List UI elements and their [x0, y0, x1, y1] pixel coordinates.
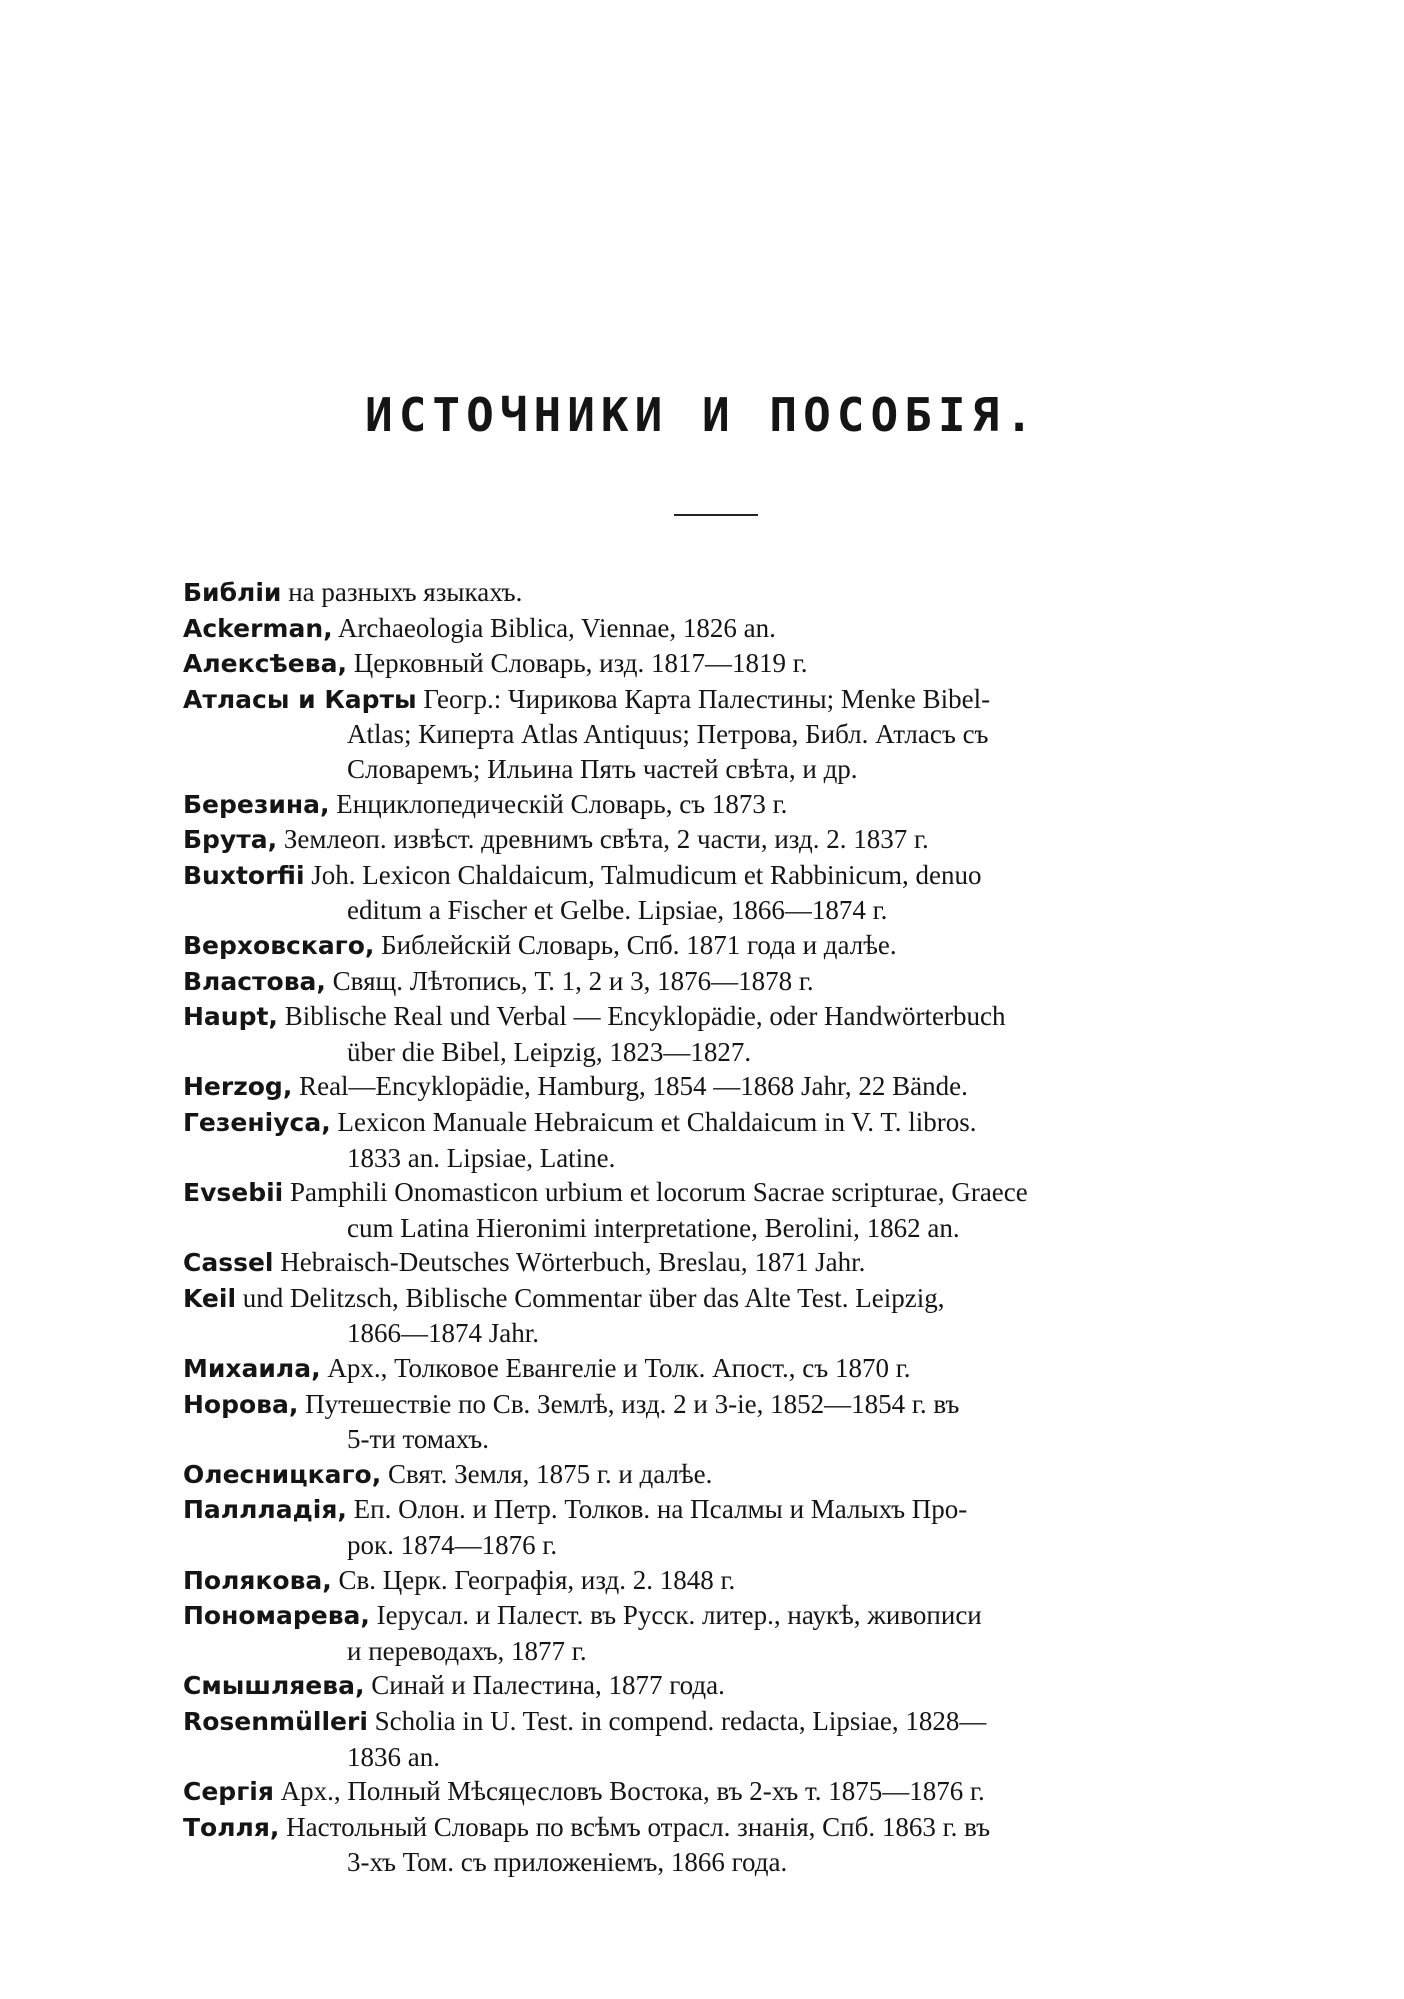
entry-text-line: Atlas; Киперта Atlas Antiquus; Петрова, Библ. Атласъ съ: [347, 719, 989, 750]
entry-text-line: Енциклопедическій Словарь, съ 1873 г.: [336, 788, 788, 819]
entry-text-line: рок. 1874—1876 г.: [347, 1530, 558, 1561]
bibliography-entry: [183, 1563, 1223, 1599]
entry-text-line: 1866—1874 Jahr.: [347, 1318, 539, 1349]
entry-text-line: Путешествіе по Св. Землѣ, изд. 2 и 3-іе, 1852—1854 г. въ: [305, 1388, 960, 1419]
bibliography-entry: [183, 1351, 1223, 1387]
entry-text-line: Арх., Толковое Евангеліе и Толк. Апост., съ 1870 г.: [327, 1353, 911, 1384]
entry-text-line: на разныхъ языкахъ.: [288, 577, 523, 607]
entry-author: Смышляева,: [183, 1671, 365, 1701]
entry-author: Rosenmülleri: [183, 1707, 368, 1736]
entry-author: Олесницкаго,: [183, 1459, 382, 1489]
entry-text-line: editum a Fischer et Gelbe. Lipsiae, 1866—1874 г.: [347, 895, 888, 926]
entry-author: Cassel: [183, 1248, 274, 1278]
entry-author: Evsebii: [183, 1178, 284, 1208]
bibliography-entry: [183, 858, 1223, 928]
bibliography-entry: [183, 611, 1223, 647]
entry-text-line: Еп. Олон. и Петр. Толков. на Псалмы и Малыхъ Про-: [353, 1494, 968, 1525]
entry-text-line: Словаремъ; Ильина Пять частей свѣта, и др.: [347, 753, 858, 784]
entry-text-line: cum Latina Hieronimi interpretatione, Berolini, 1862 an.: [347, 1212, 960, 1243]
entry-author: Buxtorfii: [183, 860, 305, 890]
bibliography-entry: [183, 1245, 1223, 1281]
entry-author: Властова,: [183, 966, 326, 996]
entry-text-line: и переводахъ, 1877 г.: [347, 1635, 587, 1666]
entry-text-line: Іерусал. и Палест. въ Русск. литер., наукѣ, живописи: [376, 1600, 982, 1631]
bibliography-entry: [183, 1105, 1223, 1175]
bibliography-entry: [183, 1704, 1223, 1774]
bibliography-entry: [183, 999, 1223, 1069]
bibliography-entry: [183, 822, 1223, 858]
entry-author: Ackerman,: [183, 613, 333, 643]
entry-text-line: Hebraisch-Deutsches Wörterbuch, Breslau, 1871 Jahr.: [280, 1247, 866, 1278]
entry-text-line: Церковный Словарь, изд. 1817—1819 г.: [353, 648, 808, 679]
entry-author: Верховскаго,: [183, 930, 375, 960]
entry-text-line: 1833 an. Lipsiae, Latine.: [347, 1142, 616, 1173]
entry-text-line: Землеоп. извѣст. древнимъ свѣта, 2 части, изд. 2. 1837 г.: [283, 824, 929, 855]
title-rule: [674, 514, 758, 516]
entry-text-line: Lexicon Manuale Hebraicum et Chaldaicum in V. T. libros.: [337, 1106, 977, 1137]
bibliography-entry: [183, 646, 1223, 682]
entry-author: Паллладія,: [183, 1495, 347, 1525]
bibliography-entry: [183, 1774, 1223, 1810]
bibliography-entry: [183, 1069, 1223, 1105]
entry-text-line: Геогр.: Чирикова Карта Палестины; Menke Bibel-: [423, 683, 991, 714]
entry-author: Березина,: [183, 789, 330, 819]
entry-author: Полякова,: [183, 1565, 332, 1595]
entry-author: Атласы и Карты: [183, 684, 417, 714]
entry-text-line: 5-ти томахъ.: [347, 1424, 489, 1455]
bibliography-entry: [183, 1175, 1223, 1245]
bibliography-entry: [183, 1668, 1223, 1704]
entry-text-line: Свят. Земля, 1875 г. и далѣе.: [387, 1458, 713, 1489]
entry-text-line: Joh. Lexicon Chaldaicum, Talmudicum et Rabbinicum, denuo: [311, 859, 982, 890]
bibliography-entry: [183, 1598, 1223, 1668]
bibliography-entry: [183, 1387, 1223, 1457]
entry-author: Пономарева,: [183, 1601, 370, 1631]
bibliography-entry: [183, 928, 1223, 964]
entry-text-line: Biblische Real und Verbal — Encyklopädie, oder Handwörterbuch: [284, 1001, 1006, 1032]
bibliography-entry: [183, 1457, 1223, 1493]
entry-text-line: und Delitzsch, Biblische Commentar über das Alte Test. Leipzig,: [242, 1282, 945, 1313]
entry-author: Толля,: [183, 1812, 280, 1842]
entry-author: Гезеніуса,: [183, 1107, 331, 1137]
entry-author: Haupt,: [183, 1002, 278, 1032]
entry-text-line: Синай и Палестина, 1877 года.: [371, 1670, 725, 1701]
page-title: ИСТОЧНИКИ И ПОСОБІЯ.: [365, 388, 1039, 442]
entry-text-line: 3-хъ Том. съ приложеніемъ, 1866 года.: [347, 1847, 788, 1878]
entry-author: Сергія: [183, 1777, 274, 1807]
entry-author: Keil: [183, 1283, 237, 1313]
bibliography-list: [183, 575, 1223, 1880]
entry-text-line: Настольный Словарь по всѣмъ отрасл. знанія, Спб. 1863 г. въ: [286, 1811, 991, 1842]
entry-text-line: Pamphili Onomasticon urbium et locorum Sacrae scripturae, Graece: [290, 1177, 1028, 1208]
entry-author: Михаила,: [183, 1354, 321, 1384]
bibliography-entry: [183, 1492, 1223, 1562]
entry-text-line: Арх., Полный Мѣсяцесловъ Востока, въ 2-хъ т. 1875—1876 г.: [280, 1776, 985, 1807]
bibliography-entry: [183, 964, 1223, 1000]
entry-text-line: Св. Церк. Географія, изд. 2. 1848 г.: [338, 1564, 736, 1595]
entry-author: Herzog,: [183, 1072, 293, 1102]
bibliography-entry: [183, 1281, 1223, 1351]
entry-text-line: Real—Encyklopädie, Hamburg, 1854 —1868 Jahr, 22 Bände.: [299, 1071, 968, 1102]
entry-text-line: Библейскій Словарь, Спб. 1871 года и далѣе.: [381, 929, 897, 960]
entry-text-line: 1836 an.: [347, 1741, 440, 1772]
entry-author: Брута,: [183, 825, 278, 855]
bibliography-entry: [183, 787, 1223, 823]
entry-text-line: über die Bibel, Leipzig, 1823—1827.: [347, 1036, 752, 1067]
entry-author: Библіи: [183, 578, 282, 607]
entry-text-line: Archaeologia Biblica, Viennae, 1826 an.: [337, 612, 776, 643]
entry-text-line: Свящ. Лѣтопись, Т. 1, 2 и 3, 1876—1878 г.: [332, 965, 814, 996]
bibliography-entry: [183, 682, 1223, 787]
entry-author: Алексѣева,: [183, 649, 347, 679]
bibliography-entry: [183, 1810, 1223, 1880]
entry-author: Норова,: [183, 1389, 299, 1419]
bibliography-entry: [183, 575, 1223, 611]
entry-text-line: Scholia in U. Test. in compend. redacta, Lipsiae, 1828—: [374, 1706, 987, 1736]
